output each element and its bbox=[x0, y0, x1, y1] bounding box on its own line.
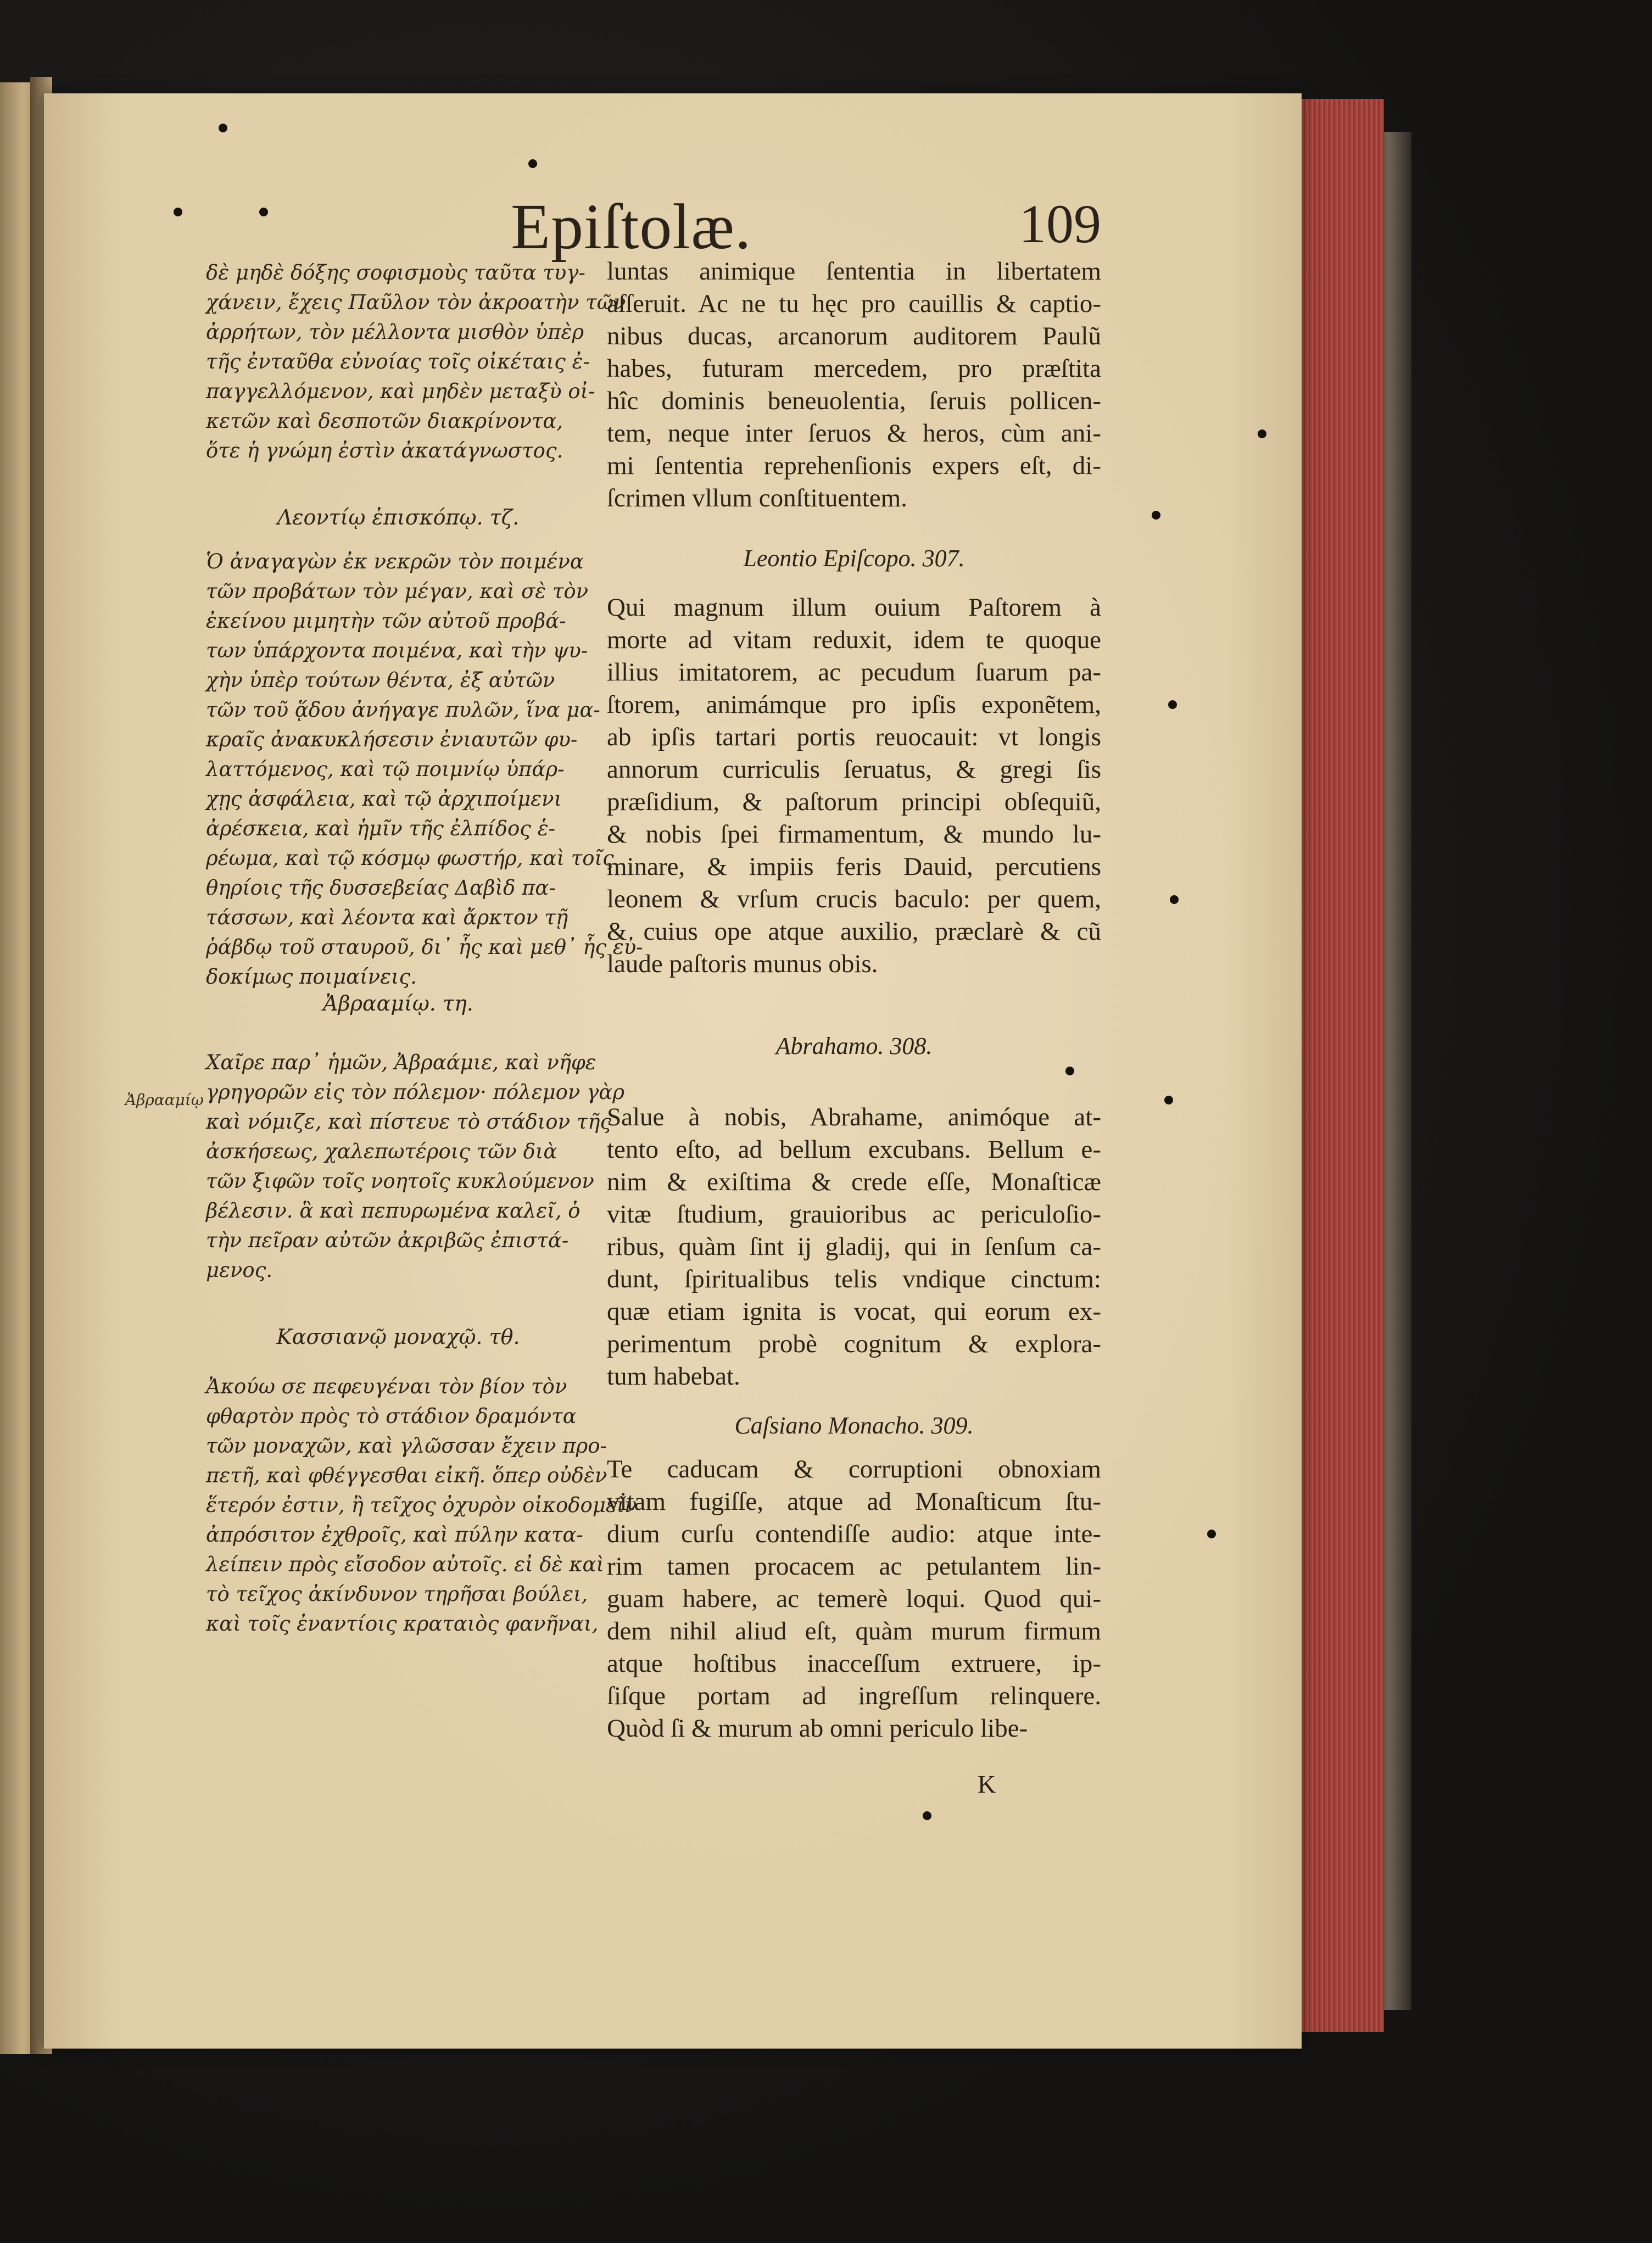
text-line: χῃς ἀσφάλεια, καὶ τῷ ἀρχιποίμενι bbox=[206, 787, 562, 811]
text-line: luntas animique ſententia in libertatem bbox=[607, 257, 1101, 286]
text-line: rim tamen procacem ac petulantem lin- bbox=[607, 1552, 1101, 1581]
text-line: κραῖς ἀνακυκλήσεσιν ἐνιαυτῶν φυ- bbox=[206, 728, 578, 751]
ink-speck bbox=[1152, 511, 1160, 520]
catchword: K bbox=[978, 1770, 996, 1798]
text-line: ἀπρόσιτον ἐχθροῖς, καὶ πύλην κατα- bbox=[206, 1523, 583, 1547]
text-line: χὴν ὑπὲρ τούτων θέντα, ἐξ αὐτῶν bbox=[206, 668, 555, 692]
greek-letter-309 bbox=[206, 1372, 637, 1639]
text-line: quæ etiam ignita is vocat, qui eorum ex- bbox=[607, 1297, 1101, 1326]
greek-heading-cassian: Κασσιανῷ μοναχῷ. τθ. bbox=[276, 1325, 520, 1349]
text-line: τὸ τεῖχος ἀκίνδυνον τηρῆσαι βούλει, bbox=[206, 1582, 588, 1606]
text-line: καὶ τοῖς ἐναντίοις κραταιὸς φανῆναι, bbox=[206, 1612, 599, 1636]
text-line: ῥάβδῳ τοῦ σταυροῦ, δι᾽ ἧς καὶ μεθ᾽ ἧς εὐ- bbox=[206, 935, 643, 959]
text-line: τῶν ξιφῶν τοῖς νοητοῖς κυκλούμενον bbox=[206, 1169, 594, 1193]
text-line: δοκίμως ποιμαίνεις. bbox=[206, 965, 417, 989]
text-line: mi ſententia reprehenſionis expers eſt, di- bbox=[607, 451, 1101, 480]
text-line: τὴν πεῖραν αὐτῶν ἀκριβῶς ἐπιστά- bbox=[206, 1229, 569, 1252]
text-line: Te caducam & corruptioni obnoxiam bbox=[607, 1455, 1101, 1483]
text-line: dem nihil aliud eſt, quàm murum firmum bbox=[607, 1617, 1101, 1645]
text-line: φθαρτὸν πρὸς τὸ στάδιον δραμόντα bbox=[206, 1404, 577, 1428]
text-line: nibus ducas, arcanorum auditorem Paulũ bbox=[607, 322, 1101, 350]
text-line: ἐκείνου μιμητὴν τῶν αὐτοῦ προβά- bbox=[206, 609, 566, 633]
text-line: λείπειν πρὸς εἴσοδον αὐτοῖς. εἰ δὲ καὶ bbox=[206, 1553, 605, 1576]
text-line: vitam fugiſſe, atque ad Monaſticum ſtu- bbox=[607, 1487, 1101, 1516]
text-line: Ἀκούω σε πεφευγέναι τὸν βίον τὸν bbox=[206, 1375, 567, 1398]
greek-heading-leontius: Λεοντίῳ ἐπισκόπῳ. τζ. bbox=[277, 505, 520, 529]
text-line: nim & exiſtima & crede eſſe, Monaſticæ bbox=[607, 1168, 1101, 1196]
text-line: dium curſu contendiſſe audio: atque inte- bbox=[607, 1520, 1101, 1548]
ink-speck bbox=[1170, 895, 1179, 904]
greek-heading-abraham: Ἀβρααμίῳ. τη. bbox=[323, 991, 473, 1016]
ink-speck bbox=[1164, 1096, 1173, 1104]
text-line: morte ad vitam reduxit, idem te quoque bbox=[607, 626, 1101, 654]
text-line: πετῆ, καὶ φθέγγεσθαι εἰκῆ. ὅπερ οὐδὲν bbox=[206, 1464, 607, 1487]
red-page-edges bbox=[1296, 99, 1384, 2032]
latin-heading-abraham: Abrahamo. 308. bbox=[775, 1033, 933, 1059]
latin-intro bbox=[607, 255, 1101, 515]
running-title: Epiſtolæ. bbox=[511, 191, 752, 263]
latin-heading-cassian: Caſsiano Monacho. 309. bbox=[734, 1412, 974, 1439]
text-line: Χαῖρε παρ᾽ ἡμῶν, Ἀβραάμιε, καὶ νῆφε bbox=[206, 1051, 596, 1074]
ink-speck bbox=[1258, 429, 1266, 438]
text-line: τάσσων, καὶ λέοντα καὶ ἄρκτον τῇ bbox=[206, 906, 568, 929]
text-line: ἀσκήσεως, χαλεπωτέροις τῶν διὰ bbox=[206, 1140, 557, 1163]
greek-letter-308 bbox=[206, 1048, 625, 1285]
text-line: ἀρέσκεια, καὶ ἡμῖν τῆς ἐλπίδος ἑ- bbox=[206, 817, 556, 840]
text-line: & nobis ſpei firmamentum, & mundo lu- bbox=[607, 820, 1101, 849]
text-line: τῶν μοναχῶν, καὶ γλῶσσαν ἔχειν προ- bbox=[206, 1434, 607, 1458]
text-line: dunt, ſpiritualibus telis vndique cinctum: bbox=[607, 1265, 1101, 1293]
text-line: hîc dominis beneuolentia, ſeruis pollicen- bbox=[607, 387, 1101, 415]
text-line: præſidium, & paſtorum principi obſequiũ, bbox=[607, 788, 1101, 816]
text-line: Qui magnum illum ouium Paſtorem à bbox=[607, 593, 1101, 622]
text-line: Salue à nobis, Abrahame, animóque at- bbox=[607, 1103, 1101, 1131]
ink-speck bbox=[528, 159, 537, 168]
text-line: βέλεσιν. ἃ καὶ πεπυρωμένα καλεῖ, ὁ bbox=[206, 1199, 581, 1223]
text-line: tum habebat. bbox=[607, 1362, 740, 1391]
latin-letter-307 bbox=[607, 592, 1101, 980]
text-line: ab ipſis tartari portis reuocauit: vt longis bbox=[607, 723, 1101, 751]
text-line: annorum curriculis ſeruatus, & gregi ſis bbox=[607, 755, 1101, 784]
text-line: & cuius ope atque auxilio, præclarè & cũ bbox=[607, 917, 1101, 946]
text-line: λαττόμενος, καὶ τῷ ποιμνίῳ ὑπάρ- bbox=[206, 757, 565, 781]
text-line: χάνειν, ἔχεις Παῦλον τὸν ἀκροατὴν τῶν bbox=[206, 291, 626, 314]
text-line: ſiſque portam ad ingreſſum relinquere. bbox=[607, 1682, 1101, 1710]
text-line: laude paſtoris munus obis. bbox=[607, 950, 878, 978]
text-line: ὅτε ἡ γνώμη ἐστὶν ἀκατάγνωστος. bbox=[206, 439, 563, 462]
text-line: leonem & vrſum crucis baculo: per quem, bbox=[607, 885, 1101, 913]
text-line: minare, & impiis feris Dauid, percutiens bbox=[607, 852, 1101, 881]
text-line: vitæ ſtudium, grauioribus ac periculoſio- bbox=[607, 1200, 1101, 1229]
latin-heading-leontius: Leontio Epiſcopo. 307. bbox=[743, 545, 965, 572]
ink-speck bbox=[1207, 1530, 1216, 1538]
text-line: perimentum probè cognitum & explora- bbox=[607, 1330, 1101, 1358]
text-line: τῶν προβάτων τὸν μέγαν, καὶ σὲ τὸν bbox=[206, 579, 589, 603]
text-line: aſſeruit. Ac ne tu hęc pro cauillis & captio- bbox=[607, 289, 1101, 318]
latin-letter-308 bbox=[607, 1101, 1101, 1393]
ink-speck bbox=[1065, 1067, 1074, 1075]
text-line: tento eſto, ad bellum excubans. Bellum e- bbox=[607, 1135, 1101, 1164]
text-line: ſtorem, animámque pro ipſis exponẽtem, bbox=[607, 690, 1101, 719]
text-line: ἀρρήτων, τὸν μέλλοντα μισθὸν ὑπὲρ bbox=[206, 320, 584, 344]
text-line: παγγελλόμενον, καὶ μηδὲν μεταξὺ οἰ- bbox=[206, 380, 595, 403]
ink-speck bbox=[923, 1811, 931, 1820]
ink-speck bbox=[174, 208, 182, 216]
text-line: Ὁ ἀναγαγὼν ἐκ νεκρῶν τὸν ποιμένα bbox=[206, 550, 584, 573]
text-line: μενος. bbox=[206, 1258, 273, 1282]
greek-text-column bbox=[206, 258, 643, 1639]
text-line: γρηγορῶν εἰς τὸν πόλεμον· πόλεμον γὰρ bbox=[206, 1080, 625, 1104]
text-line: atque hoſtibus inacceſſum extruere, ip- bbox=[607, 1649, 1101, 1678]
text-line: illius imitatorem, ac pecudum ſuarum pa- bbox=[607, 658, 1101, 687]
text-line: κετῶν καὶ δεσποτῶν διακρίνοντα, bbox=[206, 409, 563, 433]
ink-speck bbox=[1168, 700, 1177, 709]
text-line: tem, neque inter ſeruos & heros, cùm ani- bbox=[607, 419, 1101, 448]
text-line: τῆς ἐνταῦθα εὐνοίας τοῖς οἰκέταις ἐ- bbox=[206, 350, 590, 373]
text-line: καὶ νόμιζε, καὶ πίστευε τὸ στάδιον τῆς bbox=[206, 1110, 612, 1134]
text-line: guam habere, ac temerè loqui. Quod qui- bbox=[607, 1584, 1101, 1613]
greek-intro bbox=[206, 258, 626, 466]
text-line: ἕτερόν ἐστιν, ἢ τεῖχος ὀχυρὸν οἰκοδομεῖν bbox=[206, 1493, 637, 1517]
text-line: των ὑπάρχοντα ποιμένα, καὶ τὴν ψυ- bbox=[206, 639, 588, 662]
text-line: Quòd ſi & murum ab omni periculo libe- bbox=[607, 1714, 1028, 1743]
text-line: θηρίοις τῆς δυσσεβείας Δαβὶδ πα- bbox=[206, 876, 556, 900]
text-line: habes, futuram mercedem, pro præſtita bbox=[607, 354, 1101, 383]
ink-speck bbox=[219, 124, 227, 132]
greek-letter-307 bbox=[206, 547, 643, 992]
page-number: 109 bbox=[1019, 193, 1101, 254]
text-line: ſcrimen vllum conſtituentem. bbox=[607, 484, 907, 512]
latin-letter-309 bbox=[607, 1453, 1101, 1745]
text-line: δὲ μηδὲ δόξης σοφισμοὺς ταῦτα τυγ- bbox=[206, 261, 585, 284]
margin-note: Ἀβρααμίῳ bbox=[125, 1091, 204, 1109]
text-line: τῶν τοῦ ᾅδου ἀνήγαγε πυλῶν, ἵνα μα- bbox=[206, 698, 600, 722]
ink-speck bbox=[259, 208, 268, 216]
text-line: ribus, quàm ſint ij gladij, qui in ſenſum ca- bbox=[607, 1232, 1101, 1261]
text-line: ρέωμα, καὶ τῷ κόσμῳ φωστήρ, καὶ τοῖς bbox=[206, 846, 614, 870]
latin-text-column bbox=[607, 255, 1101, 1745]
